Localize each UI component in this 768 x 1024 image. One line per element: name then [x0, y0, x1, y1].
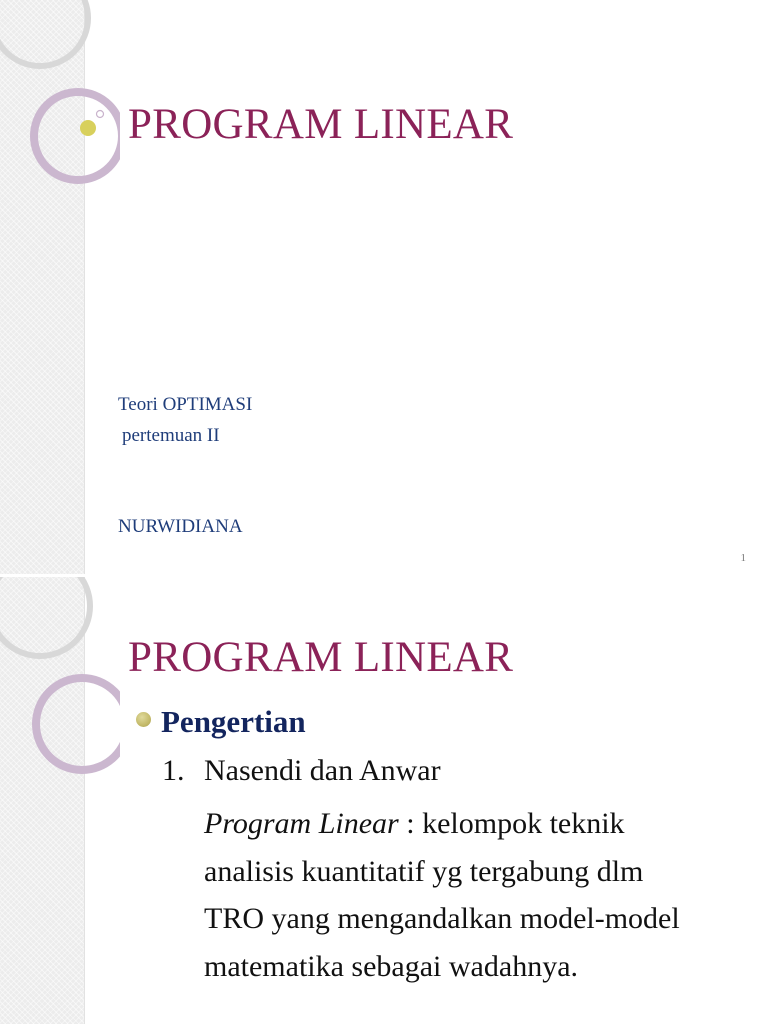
decorative-dot — [97, 111, 104, 118]
session-label: pertemuan II — [122, 425, 220, 446]
decorative-ring — [36, 678, 120, 770]
list-item-heading: Nasendi dan Anwar — [204, 754, 441, 787]
list-item-number: 1. — [162, 754, 185, 787]
decorative-ring — [0, 0, 88, 66]
slide-2 — [0, 576, 768, 1024]
slide-title: PROGRAM LINEAR — [128, 634, 514, 681]
course-name: Teori OPTIMASI — [118, 394, 253, 415]
definition-term: Program Linear — [204, 807, 399, 840]
decorative-ring — [34, 92, 120, 180]
author-name: NURWIDIANA — [118, 516, 243, 537]
bullet-icon — [136, 712, 151, 727]
decorative-ring — [0, 576, 90, 656]
decorative-rings-graphic — [0, 0, 120, 220]
decorative-rings-graphic — [0, 576, 120, 796]
definition-text: : kelompok teknik analisis kuantitatif yg tergabung dlm TRO yang mengandalkan model-model matematika sebagai wadahnya. — [204, 807, 680, 983]
bullet-item — [136, 704, 306, 740]
decorative-dot — [80, 120, 96, 136]
bullet-heading: Pengertian — [161, 704, 306, 739]
slide-title: PROGRAM LINEAR — [128, 101, 514, 148]
slide-number: 1 — [740, 552, 746, 564]
definition-paragraph — [204, 800, 704, 990]
slide-separator — [0, 574, 768, 577]
